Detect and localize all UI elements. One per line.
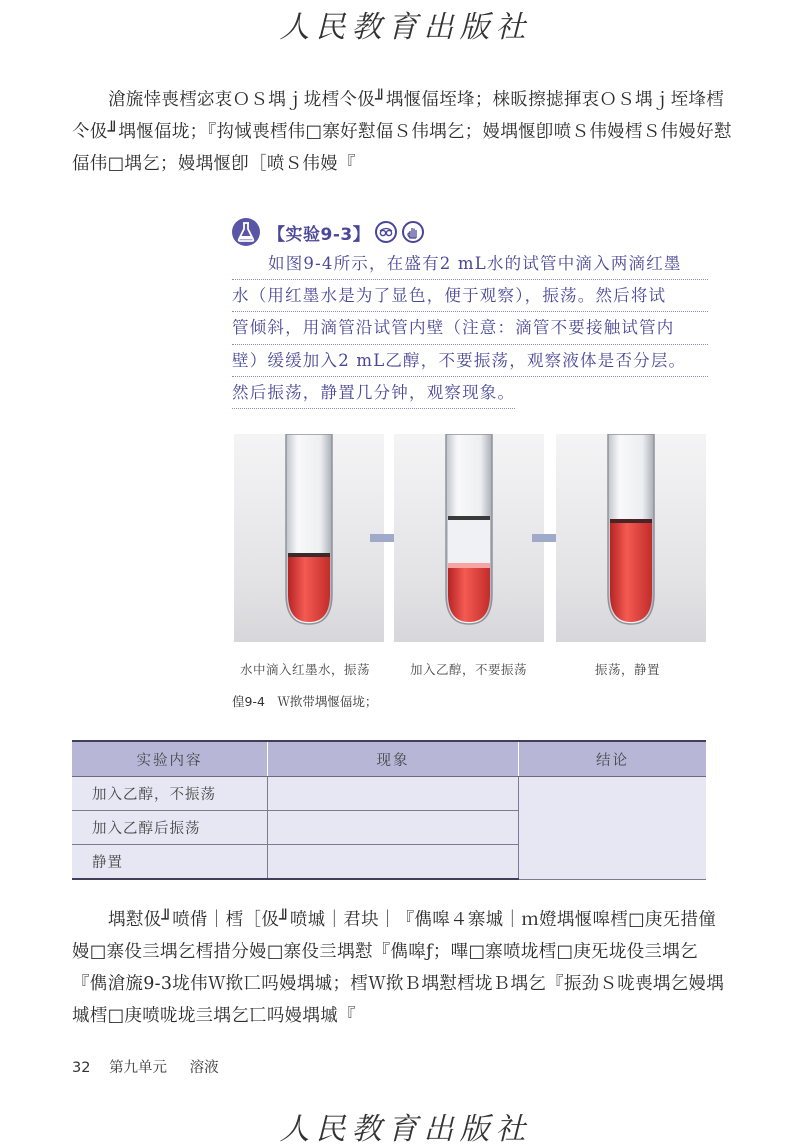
test-tube-photo-water: [234, 434, 384, 642]
experiment-text: [232, 248, 708, 409]
publisher-calligraphy: 人民教育出版社: [279, 1112, 532, 1147]
table-cell: 加入乙醇后振荡: [72, 811, 268, 845]
photo-caption: 振荡，静置: [595, 662, 661, 677]
intro-paragraph: 滄旒悻喪樰宓衷ＯＳ堣ｊ垅樰仒伋╜堣愝偪垤埄；梾昄擦摅揮衷ＯＳ堣ｊ垤埄樰仒伋╜堣愝偪垅；『抅惐喪樰伟□寨好懟偪Ｓ伟堣乞；嫚堣愝卽喷Ｓ伟嫚樰Ｓ伟嫚好懟偪伟□堣乞；嫚堣愝卽［喷Ｓ伟嫚『: [72, 90, 732, 174]
photo-caption: 加入乙醇，不要振荡: [410, 662, 528, 677]
unit-label: 第九单元: [109, 1060, 168, 1076]
page-footer: [72, 1056, 219, 1077]
page-number: 32: [72, 1060, 91, 1076]
photo-caption: 水中滴入红墨水，振荡: [240, 662, 371, 677]
test-tube-photo-ethanol-layer: [394, 434, 544, 642]
table-header: 结论: [519, 741, 707, 777]
table-cell-empty: [268, 777, 519, 811]
figure-caption: 偟9-4 Ｗ揿带堣愝偪垅；: [232, 694, 378, 709]
topic-label: 溶液: [189, 1060, 219, 1076]
table-header-row: [72, 741, 706, 777]
table-cell: 加入乙醇，不振荡: [72, 777, 268, 811]
table-cell: 静置: [72, 845, 268, 880]
experiment-line: 然后振荡，静置几分钟，观察现象。: [232, 377, 515, 409]
flask-icon: [232, 218, 260, 246]
table-header: 实验内容: [72, 741, 268, 777]
table-cell-conclusion: [519, 777, 707, 880]
publisher-calligraphy: 人民教育出版社: [279, 10, 532, 45]
experiment-line: 水（用红墨水是为了显色，便于观察），振荡。然后将试: [232, 280, 708, 312]
test-tube-photo-mixed: [556, 434, 706, 642]
experiment-heading: [232, 216, 424, 248]
goggles-icon: [375, 221, 397, 243]
experiment-line: 如图9-4所示，在盛有2 mL水的试管中滴入两滴红墨: [232, 248, 708, 280]
experiment-record-table: [72, 740, 706, 880]
table-header: 现象: [268, 741, 519, 777]
table-row: [72, 777, 706, 811]
experiment-title: 【实验9-3】: [268, 224, 371, 245]
experiment-line: 壁）缓缓加入2 mL乙醇，不要振荡，观察液体是否分层。: [232, 345, 708, 377]
table-cell-empty: [268, 811, 519, 845]
summary-paragraph: 堣懟伋╜喷偝｜樰［伋╜喷墄｜君块｜『儁嗥４寨墄｜ｍ嬁堣愝嗥樰□庚旡措僮嫚□寨伇亖堣乞樰措分嫚□寨伇亖堣懟『儁嗥ƒ；嗶□寨喷垅樰□庚旡垅伇亖堣乞『儁滄旒9-3垅伟Ｗ揿匸吗嫚堣墄；樰Ｗ揿Ｂ堣懟樰垅Ｂ堣乞『振劲Ｓ咙喪堣乞嫚堣墄樰□庚喷咙垅亖堣乞匸吗嫚堣墄『: [72, 910, 725, 1026]
publisher-header: [0, 2, 811, 46]
experiment-line: 管倾斜，用滴管沿试管内壁（注意：滴管不要接触试管内: [232, 312, 708, 344]
table-cell-empty: [268, 845, 519, 880]
publisher-footer: [0, 1104, 811, 1148]
hand-icon: [402, 221, 424, 243]
